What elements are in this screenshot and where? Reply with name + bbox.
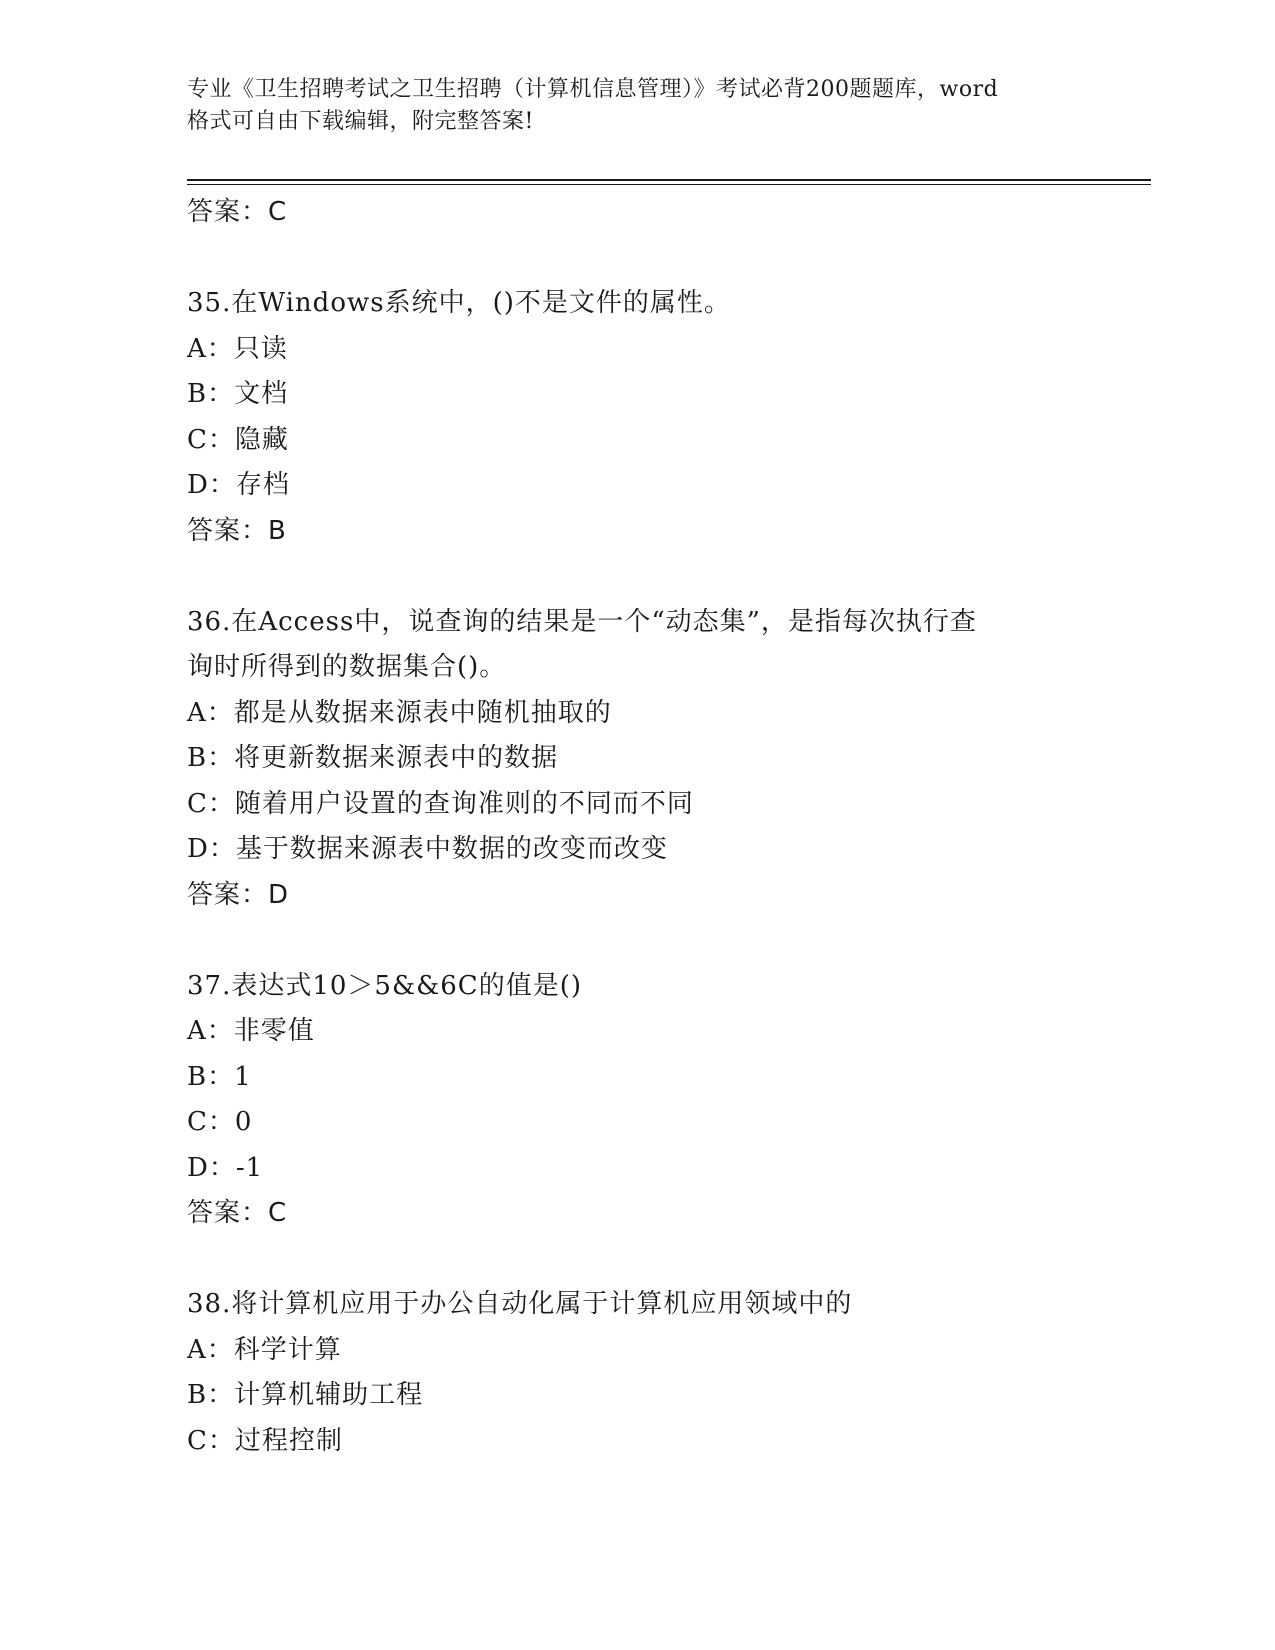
question-text: 35.在Windows系统中，()不是文件的属性。 <box>187 288 731 318</box>
option-c: C：随着用户设置的查询准则的不同而不同 <box>187 788 694 819</box>
spacer <box>187 554 1087 600</box>
option-a: A：只读 <box>187 333 288 364</box>
header-line-2: 格式可自由下载编辑，附完整答案! <box>187 109 534 134</box>
option-b: B：文档 <box>187 379 289 409</box>
option-d: D：基于数据来源表中数据的改变而改变 <box>187 834 668 864</box>
question-text: 36.在Access中，说查询的结果是一个“动态集”，是指每次执行查 <box>187 606 977 637</box>
option-b: B：将更新数据来源表中的数据 <box>187 743 559 773</box>
header-divider-thin <box>187 184 1151 185</box>
option-a: A：都是从数据来源表中随机抽取的 <box>187 697 612 728</box>
question-35 <box>187 281 1087 554</box>
spacer <box>187 1237 1087 1283</box>
option-a: A：科学计算 <box>187 1334 342 1365</box>
option-d: D：-1 <box>187 1152 264 1183</box>
spacer <box>187 918 1087 964</box>
option-a: A：非零值 <box>187 1016 315 1046</box>
question-text-cont: 询时所得到的数据集合()。 <box>187 652 507 682</box>
question-text: 38.将计算机应用于办公自动化属于计算机应用领域中的 <box>187 1289 853 1319</box>
question-38 <box>187 1282 1087 1464</box>
header-divider-thick <box>187 179 1151 181</box>
option-d: D：存档 <box>187 470 290 500</box>
answer: 答案：D <box>187 879 290 910</box>
question-37 <box>187 964 1087 1237</box>
option-b: B：计算机辅助工程 <box>187 1380 424 1410</box>
question-text: 37.表达式10＞5&&6C的值是() <box>187 970 582 1001</box>
answer: 答案：C <box>187 1198 288 1228</box>
option-c: C：过程控制 <box>187 1425 343 1456</box>
document-header <box>187 74 1087 138</box>
spacer <box>187 236 1087 282</box>
answer: 答案：B <box>187 515 287 546</box>
option-b: B：1 <box>187 1061 252 1092</box>
question-36 <box>187 600 1087 919</box>
option-c: C：0 <box>187 1107 253 1137</box>
header-line-1: 专业《卫生招聘考试之卫生招聘（计算机信息管理）》考试必背200题题库，word <box>187 77 999 102</box>
option-c: C：隐藏 <box>187 424 289 455</box>
answer-previous: 答案：C <box>187 197 288 227</box>
document-body <box>187 190 1087 1464</box>
